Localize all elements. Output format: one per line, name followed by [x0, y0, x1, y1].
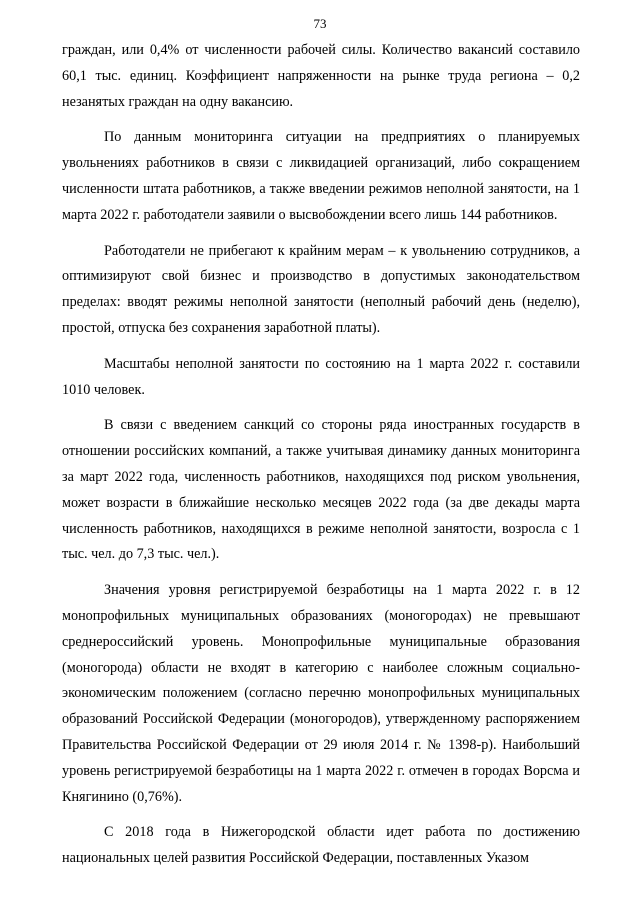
paragraph-continuation: граждан, или 0,4% от численности рабочей силы. Количество вакансий составило 60,1 тыс. единиц. Коэффициент напряженности на рынке труда региона – 0,2 незанятых граждан на одну вакансию. [62, 42, 580, 110]
paragraph-sanctions-risk: В связи с введением санкций со стороны ряда иностранных государств в отношении российских компаний, а также учитывая динамику данных мониторинга за март 2022 года, численность работников, находящихся под риском увольнения, может возрасти в ближайшие несколько месяцев 2022 года (за две декады марта численность работников, находящихся в режиме неполной занятости, возросла с 1 тыс. чел. до 7,3 тыс. чел.). [62, 417, 580, 563]
paragraph-monotowns: Значения уровня регистрируемой безработицы на 1 марта 2022 г. в 12 монопрофильных муниципальных образованиях (моногородах) не превышают среднероссийский уровень. Монопрофильные муниципальные образования (моногорода) области не входят в категорию с наиболее сложным социально-экономическим положением (согласно перечню монопрофильных муниципальных образований Российской Федерации (моногородов), утвержденному распоряжением Правительства Российской Федерации от 29 июля 2014 г. № 1398-р). Наибольший уровень регистрируемой безработицы на 1 марта 2022 г. отмечен в городах Ворсма и Княгинино (0,76%). [62, 582, 580, 805]
paragraph-part-time-scale: Масштабы неполной занятости по состоянию на 1 марта 2022 г. составили 1010 человек. [62, 355, 580, 398]
paragraph-employer-measures: Работодатели не прибегают к крайним мерам – к увольнению сотрудников, а оптимизируют свой бизнес и производство в допустимых законодательством пределах: вводят режимы неполной занятости (неполный рабочий день (неделю), простой, отпуска без сохранения заработной платы). [62, 242, 580, 336]
document-body [62, 38, 580, 882]
page-number: 73 [313, 16, 327, 31]
paragraph-layoff-monitoring: По данным мониторинга ситуации на предприятиях о планируемых увольнениях работников в связи с ликвидацией организаций, либо сокращением численности штата работников, а также введении режимов неполной занятости, на 1 марта 2022 г. работодатели заявили о высвобождении всего лишь 144 работников. [62, 129, 580, 223]
paragraph-national-goals: С 2018 года в Нижегородской области идет работа по достижению национальных целей развития Российской Федерации, поставленных Указом [62, 824, 580, 867]
